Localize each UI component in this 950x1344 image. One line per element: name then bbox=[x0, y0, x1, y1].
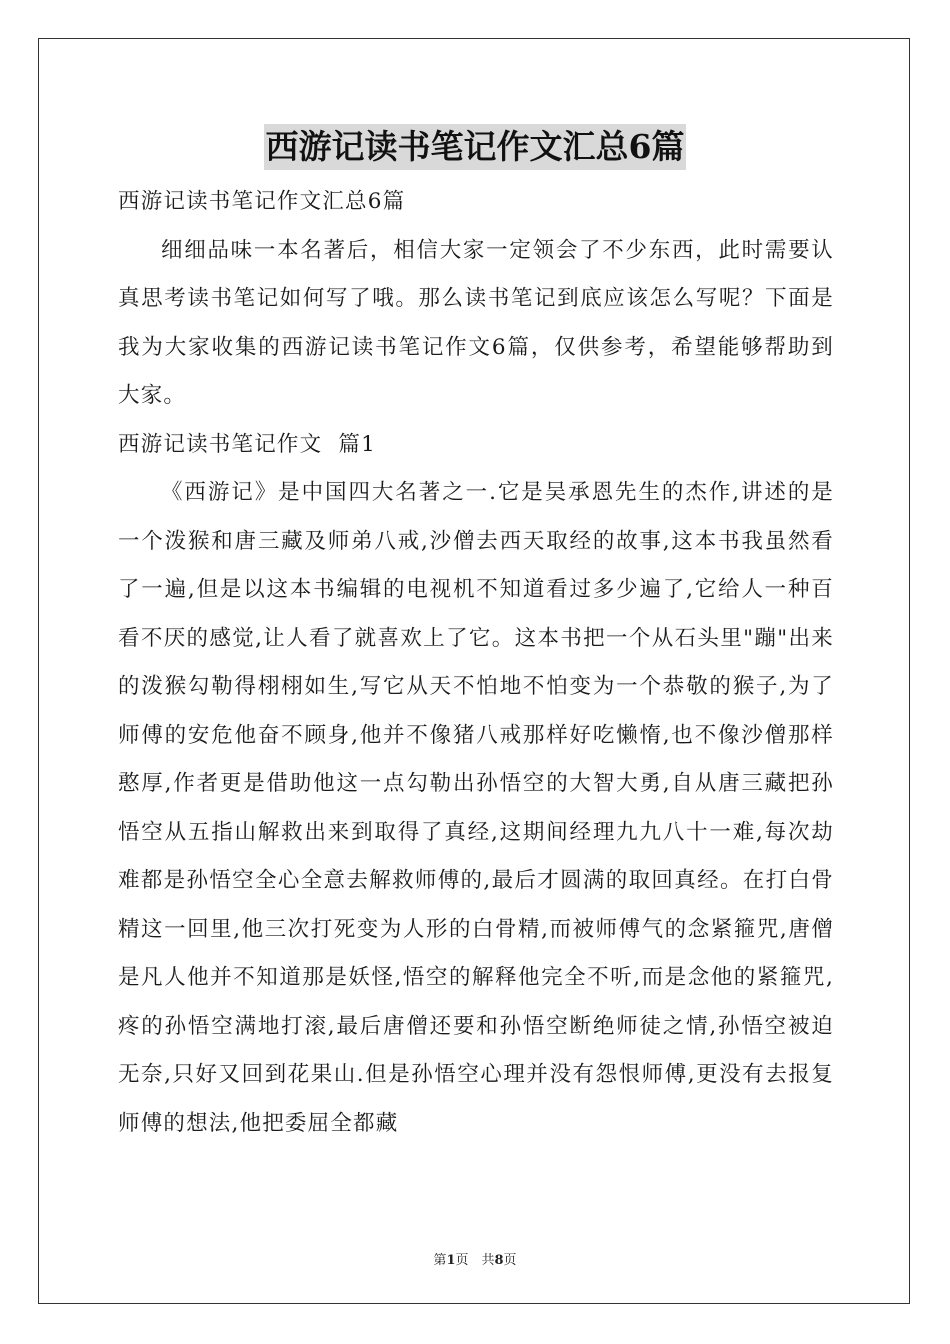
footer-current-page: 1 bbox=[446, 1253, 456, 1268]
section-heading: 西游记读书笔记作文 篇1 bbox=[118, 431, 376, 457]
page-footer bbox=[0, 1249, 950, 1268]
title-container bbox=[0, 124, 950, 170]
document-title: 西游记读书笔记作文汇总6篇 bbox=[264, 124, 687, 170]
document-subtitle: 西游记读书笔记作文汇总6篇 bbox=[118, 189, 406, 214]
footer-prefix: 第 bbox=[433, 1253, 447, 1268]
footer-total-pages: 8 bbox=[494, 1253, 504, 1268]
intro-paragraph: 细细品味一本名著后，相信大家一定领会了不少东西，此时需要认真思考读书笔记如何写了哦。那么读书笔记到底应该怎么写呢？下面是我为大家收集的西游记读书笔记作文6篇，仅供参考，希望能够帮助到大家。 bbox=[118, 237, 834, 408]
footer-suffix: 页 bbox=[503, 1253, 517, 1268]
document-body bbox=[118, 178, 834, 1148]
footer-mid: 页 共 bbox=[455, 1253, 495, 1268]
section-paragraph: 《西游记》是中国四大名著之一.它是吴承恩先生的杰作,讲述的是一个泼猴和唐三藏及师弟八戒,沙僧去西天取经的故事,这本书我虽然看了一遍,但是以这本书编辑的电视机不知道看过多少遍了,它给人一种百看不厌的感觉,让人看了就喜欢上了它。这本书把一个从石头里"蹦"出来的泼猴勾勒得栩栩如生,写它从天不怕地不怕变为一个恭敬的猴子,为了师傅的安危他奋不顾身,他并不像猪八戒那样好吃懒惰,也不像沙僧那样憨厚,作者更是借助他这一点勾勒出孙悟空的大智大勇,自从唐三藏把孙悟空从五指山解救出来到取得了真经,这期间经理九九八十一难,每次劫难都是孙悟空全心全意去解救师傅的,最后才圆满的取回真经。在打白骨精这一回里,他三次打死变为人形的白骨精,而被师傅气的念紧箍咒,唐僧是凡人他并不知道那是妖怪,悟空的解释他完全不听,而是念他的紧箍咒,疼的孙悟空满地打滚,最后唐僧还要和孙悟空断绝师徒之情,孙悟空被迫无奈,只好又回到花果山.但是孙悟空心理并没有怨恨师傅,更没有去报复师傅的想法,他把委屈全都藏 bbox=[118, 480, 834, 1136]
